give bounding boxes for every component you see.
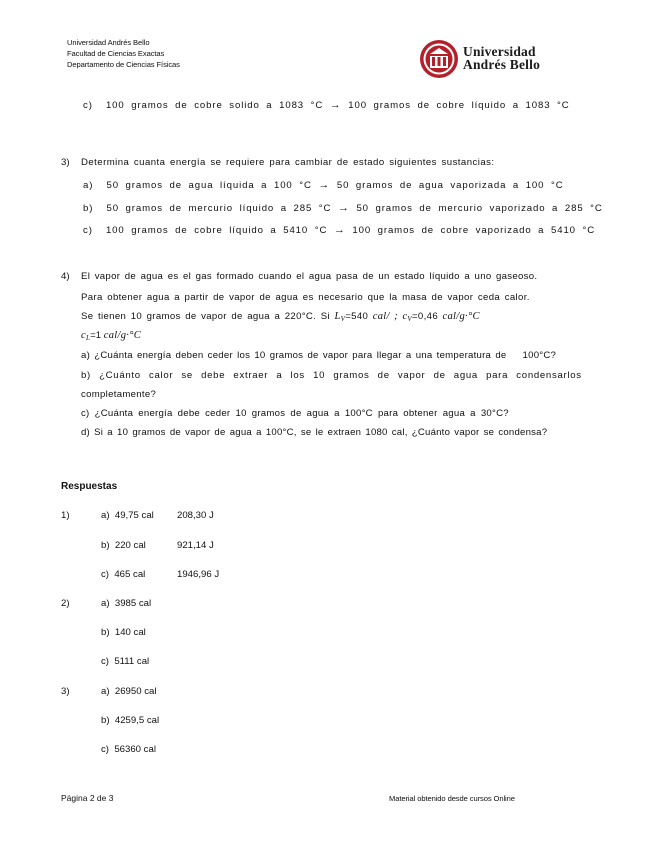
item-label: c)	[83, 225, 93, 236]
latent-heat-symbol: $L_V$	[334, 311, 346, 323]
answers-title: Respuestas	[61, 481, 118, 492]
q4-line3-text: Se tienen 10 gramos de vapor de agua a 220°C. Si	[81, 311, 330, 322]
vapor-specific-heat-symbol: $c_V$	[402, 311, 412, 323]
arrow-icon: →	[333, 224, 346, 236]
item-result: 50 gramos de agua vaporizada a 100 °C	[336, 180, 564, 191]
arrow-icon: →	[337, 202, 350, 214]
answer-item: c) 465 cal	[101, 569, 146, 580]
answer-item: a) 26950 cal	[101, 686, 157, 697]
item-result: 50 gramos de mercurio vaporizado a 285 °C	[356, 203, 603, 214]
answer-extra: 1946,96 J	[177, 569, 220, 580]
answer-extra: 921,14 J	[177, 540, 214, 551]
page-number: Página 2 de 3	[61, 793, 114, 803]
q3-item-b	[83, 202, 603, 215]
answer-item: a) 3985 cal	[101, 598, 152, 609]
answer-item: b) 220 cal	[101, 540, 146, 551]
logo-text-line1: Universidad	[463, 44, 536, 59]
answer-group-number: 2)	[61, 598, 70, 609]
arrow-icon: →	[329, 99, 342, 111]
q4-question-a: a) ¿Cuánta energía deben ceder los 10 gramos de vapor para llegar a una temperatura de 100°C?	[81, 350, 557, 361]
header-line-faculty: Facultad de Ciencias Exactas	[67, 49, 165, 58]
q2-item-c	[83, 99, 570, 112]
q4-line4	[81, 329, 141, 345]
item-label: b)	[83, 203, 94, 214]
vapor-specific-heat-value: =0,46	[411, 311, 439, 322]
latent-heat-value: =540	[345, 311, 369, 322]
item-result: 100 gramos de cobre líquido a 1083 °C	[348, 100, 570, 111]
item-result: 100 gramos de cobre vaporizado a 5410 °C	[352, 225, 596, 236]
q3-number: 3)	[61, 157, 70, 168]
q3-intro: Determina cuanta energía se requiere para cambiar de estado siguientes sustancias:	[81, 157, 495, 168]
q3-item-a	[83, 179, 564, 192]
arrow-icon: →	[318, 179, 331, 191]
liquid-specific-heat-symbol: $c_L$	[81, 330, 91, 342]
university-seal-icon	[418, 38, 460, 80]
logo-text-line2: Andrés Bello	[463, 57, 541, 72]
liquid-specific-heat-unit: cal/g·°C	[103, 330, 142, 341]
answer-extra: 208,30 J	[177, 510, 214, 521]
liquid-specific-heat-value: =1	[90, 330, 102, 341]
item-label: a)	[83, 180, 94, 191]
answer-item: b) 4259,5 cal	[101, 715, 160, 726]
answer-group-number: 3)	[61, 686, 70, 697]
item-text: 100 gramos de cobre solido a 1083 °C	[105, 100, 324, 111]
item-text: 50 gramos de mercurio líquido a 285 °C	[106, 203, 332, 214]
q4-question-b-line1: b) ¿Cuánto calor se debe extraer a los 10 gramos de vapor de agua para condensarlos	[81, 370, 582, 381]
item-label: c)	[83, 100, 93, 111]
answer-item: a) 49,75 cal	[101, 510, 154, 521]
item-text: 100 gramos de cobre líquido a 5410 °C	[105, 225, 328, 236]
q4-question-b-line2: completamente?	[81, 389, 157, 400]
answer-item: c) 5111 cal	[101, 656, 150, 667]
q3-item-c	[83, 224, 595, 237]
q4-line2: Para obtener agua a partir de vapor de agua es necesario que la masa de vapor ceda calor.	[81, 292, 530, 303]
footer-source: Material obtenido desde cursos Online	[389, 794, 515, 803]
answer-item: c) 56360 cal	[101, 744, 156, 755]
q4-question-c: c) ¿Cuánta energía debe ceder 10 gramos de agua a 100°C para obtener agua a 30°C?	[81, 408, 509, 419]
vapor-specific-heat-unit: cal/g·°C	[442, 311, 480, 322]
answer-item: b) 140 cal	[101, 627, 146, 638]
q4-number: 4)	[61, 271, 70, 282]
header-line-department: Departamento de Ciencias Físicas	[67, 60, 180, 69]
header-line-university: Universidad Andrés Bello	[67, 38, 150, 47]
item-text: 50 gramos de agua líquida a 100 °C	[106, 180, 312, 191]
institution-header	[67, 37, 180, 70]
q4-line1: El vapor de agua es el gas formado cuando el agua pasa de un estado líquido a uno gaseoso.	[81, 271, 538, 282]
q4-line3	[81, 310, 480, 326]
latent-heat-unit: cal/ ;	[372, 311, 398, 322]
q4-question-d: d) Si a 10 gramos de vapor de agua a 100°C, se le extraen 1080 cal, ¿Cuánto vapor se condensa?	[81, 427, 548, 438]
university-logo	[418, 38, 548, 80]
answer-group-number: 1)	[61, 510, 70, 521]
